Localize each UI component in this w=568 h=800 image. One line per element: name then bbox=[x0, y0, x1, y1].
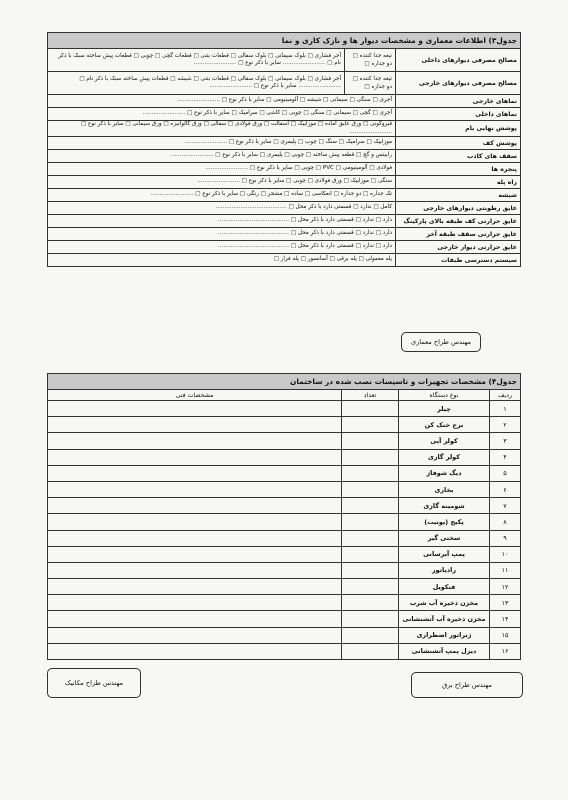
row-number: ۱۴ bbox=[490, 611, 521, 627]
architecture-row bbox=[48, 202, 521, 215]
device-count-cell[interactable] bbox=[342, 595, 399, 611]
architecture-row-label: پنجره ها bbox=[396, 163, 521, 176]
architecture-row bbox=[48, 137, 521, 150]
row-number: ۵ bbox=[490, 465, 521, 481]
row-number: ۱۰ bbox=[490, 546, 521, 562]
row-number: ۸ bbox=[490, 514, 521, 530]
architecture-table-header bbox=[48, 33, 521, 49]
table-row bbox=[48, 627, 521, 643]
device-count-cell[interactable] bbox=[342, 417, 399, 433]
device-name: پکیج (یونیت) bbox=[399, 514, 490, 530]
device-name: دیزل پمپ آتشنشانی bbox=[399, 643, 490, 659]
device-count-cell[interactable] bbox=[342, 498, 399, 514]
architecture-row bbox=[48, 176, 521, 189]
mechanical-stamp-box bbox=[47, 668, 141, 698]
architecture-row bbox=[48, 95, 521, 108]
equipment-table bbox=[47, 373, 521, 660]
wall-type-options: تیغه جدا کننده □ دو جداره □ bbox=[345, 49, 396, 72]
device-spec-cell[interactable] bbox=[48, 579, 342, 595]
row-number: ۱۲ bbox=[490, 579, 521, 595]
architect-stamp-label: مهندس طراح معماری bbox=[410, 338, 472, 346]
table-row bbox=[48, 595, 521, 611]
table-row bbox=[48, 401, 521, 417]
device-count-cell[interactable] bbox=[342, 433, 399, 449]
architecture-row-label: سیستم دسترسی طبقات bbox=[396, 254, 521, 267]
device-count-cell[interactable] bbox=[342, 401, 399, 417]
architecture-row bbox=[48, 150, 521, 163]
table-row bbox=[48, 449, 521, 465]
architecture-row-label: عایق حرارتی دیوار خارجی bbox=[396, 241, 521, 254]
material-options: دارد □ ندارد □ قسمتی دارد با ذکر محل □ ........................................ bbox=[48, 215, 396, 228]
architecture-row bbox=[48, 121, 521, 137]
equipment-table-title: جدول۴) مشخصات تجهیزات و تاسیسات نصب شده در ساختمان bbox=[48, 374, 521, 390]
row-number: ۱۳ bbox=[490, 595, 521, 611]
device-name: چیلر bbox=[399, 401, 490, 417]
architecture-row bbox=[48, 228, 521, 241]
table-row bbox=[48, 643, 521, 659]
architecture-row bbox=[48, 189, 521, 202]
device-spec-cell[interactable] bbox=[48, 546, 342, 562]
architecture-row-label: نماهای داخلی bbox=[396, 108, 521, 121]
architecture-row-label: راه پله bbox=[396, 176, 521, 189]
material-options: کامل □ ندارد □ قسمتی دارد با ذکر محل □ ........................................ bbox=[48, 202, 396, 215]
device-spec-cell[interactable] bbox=[48, 530, 342, 546]
electrical-stamp-label: مهندس طراح برق bbox=[442, 681, 492, 689]
architecture-row-label: عایق حرارتی سقف طبقه آخر bbox=[396, 228, 521, 241]
table-row bbox=[48, 562, 521, 578]
electrical-stamp-box bbox=[411, 672, 523, 698]
table-row bbox=[48, 481, 521, 497]
architecture-table-title: جدول٣) اطلاعات معماری و مشخصات دیوار ها و نازک کاری و نما bbox=[48, 33, 521, 49]
equipment-table-header bbox=[48, 374, 521, 390]
architecture-row bbox=[48, 215, 521, 228]
device-spec-cell[interactable] bbox=[48, 562, 342, 578]
material-options: پله معمولی □ پله برقی □ آسانسور □ پله فرار □ bbox=[48, 254, 396, 267]
material-options: آجر فشاری □ بلوک سیمانی □ بلوک سفالی □ قطعات بتنی □ قطعات گچی □ چوبی □ قطعات پیش ساخته سبک با ذکر نام □ ........................ سایر با ذکر نوع □ ........................ bbox=[48, 49, 345, 72]
row-number: ۹ bbox=[490, 530, 521, 546]
equipment-column-headers bbox=[48, 390, 521, 401]
col-spec-header: مشخصات فنی bbox=[48, 390, 342, 401]
row-number: ۱۵ bbox=[490, 627, 521, 643]
row-number: ۳ bbox=[490, 433, 521, 449]
col-count-header: تعداد bbox=[342, 390, 399, 401]
device-name: رادیاتور bbox=[399, 562, 490, 578]
material-options: قیروگونی □ ورق عایق آماده □ موزاییک □ آسفالت □ ورق فولادی □ سفالی □ ورق گالوانیزه □ ورق سیمانی □ سایر با ذکر نوع □ ........................ bbox=[48, 121, 396, 137]
material-options: دارد □ ندارد □ قسمتی دارد با ذکر محل □ ........................................ bbox=[48, 241, 396, 254]
architecture-row-label: مصالح مصرفی دیوارهای خارجی bbox=[396, 72, 521, 95]
device-spec-cell[interactable] bbox=[48, 627, 342, 643]
architecture-row-label: مصالح مصرفی دیوارهای داخلی bbox=[396, 49, 521, 72]
mechanical-stamp-label: مهندس طراح مکانیک bbox=[64, 679, 124, 687]
table-row bbox=[48, 530, 521, 546]
device-count-cell[interactable] bbox=[342, 643, 399, 659]
architecture-row-label: عایق حرارتی کف طبقه بالای پارکینگ bbox=[396, 215, 521, 228]
table-row bbox=[48, 417, 521, 433]
device-name: دیگ شوفاژ bbox=[399, 465, 490, 481]
device-name: ژنراتور اضطراری bbox=[399, 627, 490, 643]
table-row bbox=[48, 498, 521, 514]
architecture-row bbox=[48, 254, 521, 267]
device-count-cell[interactable] bbox=[342, 530, 399, 546]
architecture-row bbox=[48, 108, 521, 121]
material-options: موزاییک □ سرامیک □ سنگ □ چوب □ پلیمری □ سایر با ذکر نوع □ ........................ bbox=[48, 137, 396, 150]
device-spec-cell[interactable] bbox=[48, 595, 342, 611]
device-name: کولر گازی bbox=[399, 449, 490, 465]
device-count-cell[interactable] bbox=[342, 611, 399, 627]
device-name: سختی گیر bbox=[399, 530, 490, 546]
device-count-cell[interactable] bbox=[342, 562, 399, 578]
device-spec-cell[interactable] bbox=[48, 498, 342, 514]
architecture-row bbox=[48, 49, 521, 72]
device-count-cell[interactable] bbox=[342, 546, 399, 562]
row-number: ۷ bbox=[490, 498, 521, 514]
device-count-cell[interactable] bbox=[342, 449, 399, 465]
device-count-cell[interactable] bbox=[342, 579, 399, 595]
architecture-row-label: عایق رطوبتی دیوارهای خارجی bbox=[396, 202, 521, 215]
device-spec-cell[interactable] bbox=[48, 417, 342, 433]
table-row bbox=[48, 579, 521, 595]
material-options: فولادی □ آلومینیومی □ PVC □ چوبی □ سایر با ذکر نوع □ ........................ bbox=[48, 163, 396, 176]
row-number: ۱۶ bbox=[490, 643, 521, 659]
device-count-cell[interactable] bbox=[342, 514, 399, 530]
material-options: تک جداره □ دو جداره □ انعکاسی □ ساده □ مشجر □ رنگی □ سایر با ذکر نوع □ ........................ bbox=[48, 189, 396, 202]
device-count-cell[interactable] bbox=[342, 627, 399, 643]
device-count-cell[interactable] bbox=[342, 481, 399, 497]
device-name: بخاری bbox=[399, 481, 490, 497]
device-spec-cell[interactable] bbox=[48, 401, 342, 417]
device-name: کولر آبی bbox=[399, 433, 490, 449]
device-spec-cell[interactable] bbox=[48, 433, 342, 449]
col-device-header: نوع دستگاه bbox=[399, 390, 490, 401]
device-spec-cell[interactable] bbox=[48, 465, 342, 481]
row-number: ۲ bbox=[490, 417, 521, 433]
device-name: پمپ آبرسانی bbox=[399, 546, 490, 562]
device-count-cell[interactable] bbox=[342, 465, 399, 481]
table-row bbox=[48, 546, 521, 562]
architect-stamp-box bbox=[401, 332, 481, 352]
row-number: ۱ bbox=[490, 401, 521, 417]
material-options: آجری □ سنگی □ سیمانی □ شیشه □ آلومینیومی □ سایر با ذکر نوع □ ........................ bbox=[48, 95, 396, 108]
architecture-row-label: شیشه bbox=[396, 189, 521, 202]
architecture-row-label: سقف های کاذب bbox=[396, 150, 521, 163]
device-spec-cell[interactable] bbox=[48, 514, 342, 530]
device-name: شومینه گازی bbox=[399, 498, 490, 514]
material-options: آجر فشاری □ بلوک سیمانی □ بلوک سفالی □ قطعات بتنی □ شیشه □ قطعات پیش ساخته سبک با ذکر نام □ ........................ سایر با ذکر نوع □ ........................ bbox=[48, 72, 345, 95]
device-spec-cell[interactable] bbox=[48, 481, 342, 497]
table-row bbox=[48, 611, 521, 627]
row-number: ۱۱ bbox=[490, 562, 521, 578]
row-number: ۶ bbox=[490, 481, 521, 497]
device-spec-cell[interactable] bbox=[48, 611, 342, 627]
device-spec-cell[interactable] bbox=[48, 643, 342, 659]
table-row bbox=[48, 514, 521, 530]
device-name: مخزن ذخیره آب آتشنشانی bbox=[399, 611, 490, 627]
material-options: سنگی □ موزاییک □ ورق فولادی □ چوبی □ سایر با ذکر نوع □ ........................ bbox=[48, 176, 396, 189]
device-name: برج خنک کن bbox=[399, 417, 490, 433]
col-row-header: ردیف bbox=[490, 390, 521, 401]
architecture-row-label: پوشش نهایی بام bbox=[396, 121, 521, 137]
device-name: مخزن ذخیره آب شرب bbox=[399, 595, 490, 611]
material-options: رابیتس و گچ □ قطعه پیش ساخته □ چوبی □ پلیمری □ سایر با ذکر نوع □ ........................ bbox=[48, 150, 396, 163]
architecture-table bbox=[47, 32, 521, 267]
table-row bbox=[48, 465, 521, 481]
material-options: دارد □ ندارد □ قسمتی دارد با ذکر محل □ ........................................ bbox=[48, 228, 396, 241]
table-row bbox=[48, 433, 521, 449]
architecture-row-label: نماهای خارجی bbox=[396, 95, 521, 108]
wall-type-options: تیغه جدا کننده □ دو جداره □ bbox=[345, 72, 396, 95]
architecture-row bbox=[48, 163, 521, 176]
device-name: فنکویل bbox=[399, 579, 490, 595]
material-options: آجری □ گچی □ سیمانی □ سنگی □ چوبی □ کاشی □ سرامیک □ سایر با ذکر نوع □ ........................ bbox=[48, 108, 396, 121]
architecture-row bbox=[48, 72, 521, 95]
row-number: ۴ bbox=[490, 449, 521, 465]
architecture-row-label: پوشش کف bbox=[396, 137, 521, 150]
device-spec-cell[interactable] bbox=[48, 449, 342, 465]
architecture-row bbox=[48, 241, 521, 254]
